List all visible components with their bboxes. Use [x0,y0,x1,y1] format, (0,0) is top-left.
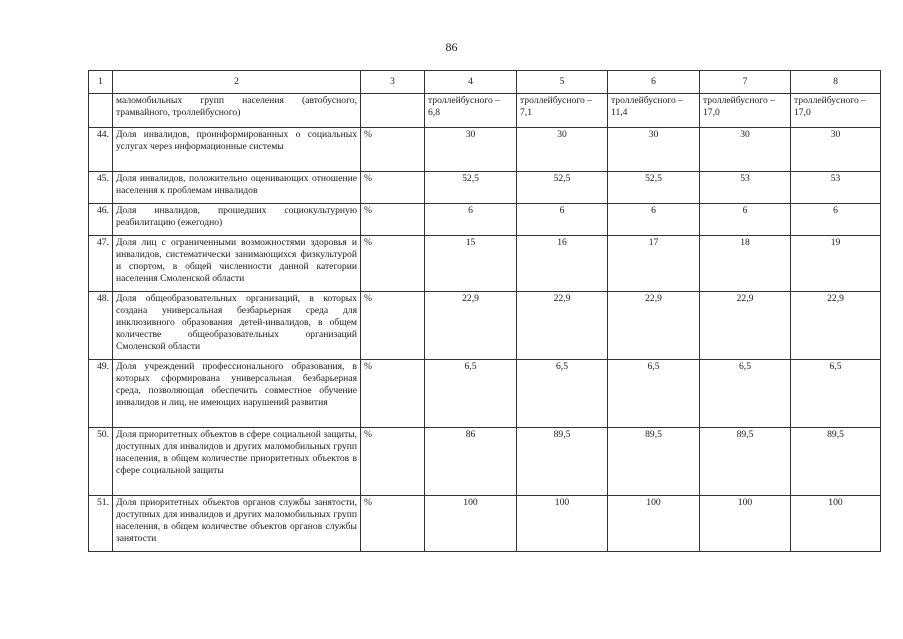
row-number: 47. [89,236,113,292]
unit-cell [361,94,425,128]
value-cell: 52,5 [608,172,700,204]
table-row [89,292,881,360]
column-header: 5 [517,71,608,94]
value-cell: 100 [425,496,517,552]
column-header: 1 [89,71,113,94]
value-cell: 22,9 [700,292,791,360]
value-cell: 30 [700,128,791,172]
indicator-text: Доля инвалидов, положительно оценивающих отношение населения к проблемам инвалидов [113,172,361,204]
value-cell: 6,5 [608,360,700,428]
value-cell: 30 [608,128,700,172]
value-cell: троллейбусного – 17,0 [700,94,791,128]
indicators-table [88,70,881,552]
value-cell: 6,5 [700,360,791,428]
unit-cell: % [361,428,425,496]
value-cell: 30 [791,128,881,172]
value-cell: 16 [517,236,608,292]
indicator-text: Доля инвалидов, прошедших социокультурную реабилитацию (ежегодно) [113,204,361,236]
value-cell: 6 [700,204,791,236]
value-cell: 22,9 [517,292,608,360]
value-cell: троллейбусного – 7,1 [517,94,608,128]
continuation-row [89,94,881,128]
column-header: 2 [113,71,361,94]
unit-cell: % [361,236,425,292]
value-cell: 17 [608,236,700,292]
value-cell: 6,5 [425,360,517,428]
value-cell: 100 [517,496,608,552]
row-number: 50. [89,428,113,496]
value-cell: троллейбусного – 17,0 [791,94,881,128]
value-cell: 18 [700,236,791,292]
indicator-text: Доля приоритетных объектов органов службы занятости, доступных для инвалидов и других маломобильных групп населения, в общем количестве объектов органов службы занятости [113,496,361,552]
value-cell: 6,5 [791,360,881,428]
indicator-text: Доля учреждений профессионального образования, в которых сформирована универсальная безбарьерная среда, позволяющая обеспечить совместное обучение инвалидов и лиц, не имеющих нарушений развития [113,360,361,428]
unit-cell: % [361,204,425,236]
row-number: 51. [89,496,113,552]
value-cell: 22,9 [791,292,881,360]
value-cell: 89,5 [517,428,608,496]
column-header: 3 [361,71,425,94]
column-header: 8 [791,71,881,94]
row-number: 49. [89,360,113,428]
value-cell: троллейбусного – 6,8 [425,94,517,128]
value-cell: 89,5 [608,428,700,496]
row-number: 46. [89,204,113,236]
row-number: 45. [89,172,113,204]
page-number: 86 [445,40,458,54]
table-row [89,204,881,236]
value-cell: 6,5 [517,360,608,428]
value-cell: 86 [425,428,517,496]
table-row [89,128,881,172]
value-cell: 15 [425,236,517,292]
row-number: 44. [89,128,113,172]
value-cell: троллейбусного – 11,4 [608,94,700,128]
value-cell: 53 [700,172,791,204]
value-cell: 89,5 [791,428,881,496]
indicator-text: Доля общеобразовательных организаций, в которых создана универсальная безбарьерная среда для инклюзивного образования детей-инвалидов, в общем количестве общеобразовательных организаций Смоленской области [113,292,361,360]
unit-cell: % [361,496,425,552]
value-cell: 22,9 [608,292,700,360]
column-header: 4 [425,71,517,94]
value-cell: 6 [517,204,608,236]
value-cell: 100 [791,496,881,552]
value-cell: 6 [425,204,517,236]
unit-cell: % [361,360,425,428]
value-cell: 6 [791,204,881,236]
value-cell: 89,5 [700,428,791,496]
value-cell: 100 [608,496,700,552]
unit-cell: % [361,128,425,172]
column-number-row [89,71,881,94]
indicator-text: Доля инвалидов, проинформированных о социальных услугах через информационные системы [113,128,361,172]
value-cell: 30 [517,128,608,172]
value-cell: 52,5 [425,172,517,204]
table-row [89,428,881,496]
indicator-text: Доля лиц с ограниченными возможностями здоровья и инвалидов, систематически занимающихся физкультурой и спортом, в общей численности данной категории населения Смоленской области [113,236,361,292]
value-cell: 100 [700,496,791,552]
column-header: 7 [700,71,791,94]
value-cell: 53 [791,172,881,204]
column-header: 6 [608,71,700,94]
table-row [89,496,881,552]
table-row [89,236,881,292]
row-number [89,94,113,128]
value-cell: 52,5 [517,172,608,204]
value-cell: 22,9 [425,292,517,360]
unit-cell: % [361,172,425,204]
table-row [89,360,881,428]
value-cell: 30 [425,128,517,172]
unit-cell: % [361,292,425,360]
row-number: 48. [89,292,113,360]
value-cell: 19 [791,236,881,292]
indicator-text: маломобильных групп населения (автобусного, трамвайного, троллейбусного) [113,94,361,128]
indicator-text: Доля приоритетных объектов в сфере социальной защиты, доступных для инвалидов и других маломобильных групп населения, в общем количестве приоритетных объектов в сфере социальной защиты [113,428,361,496]
table-row [89,172,881,204]
value-cell: 6 [608,204,700,236]
